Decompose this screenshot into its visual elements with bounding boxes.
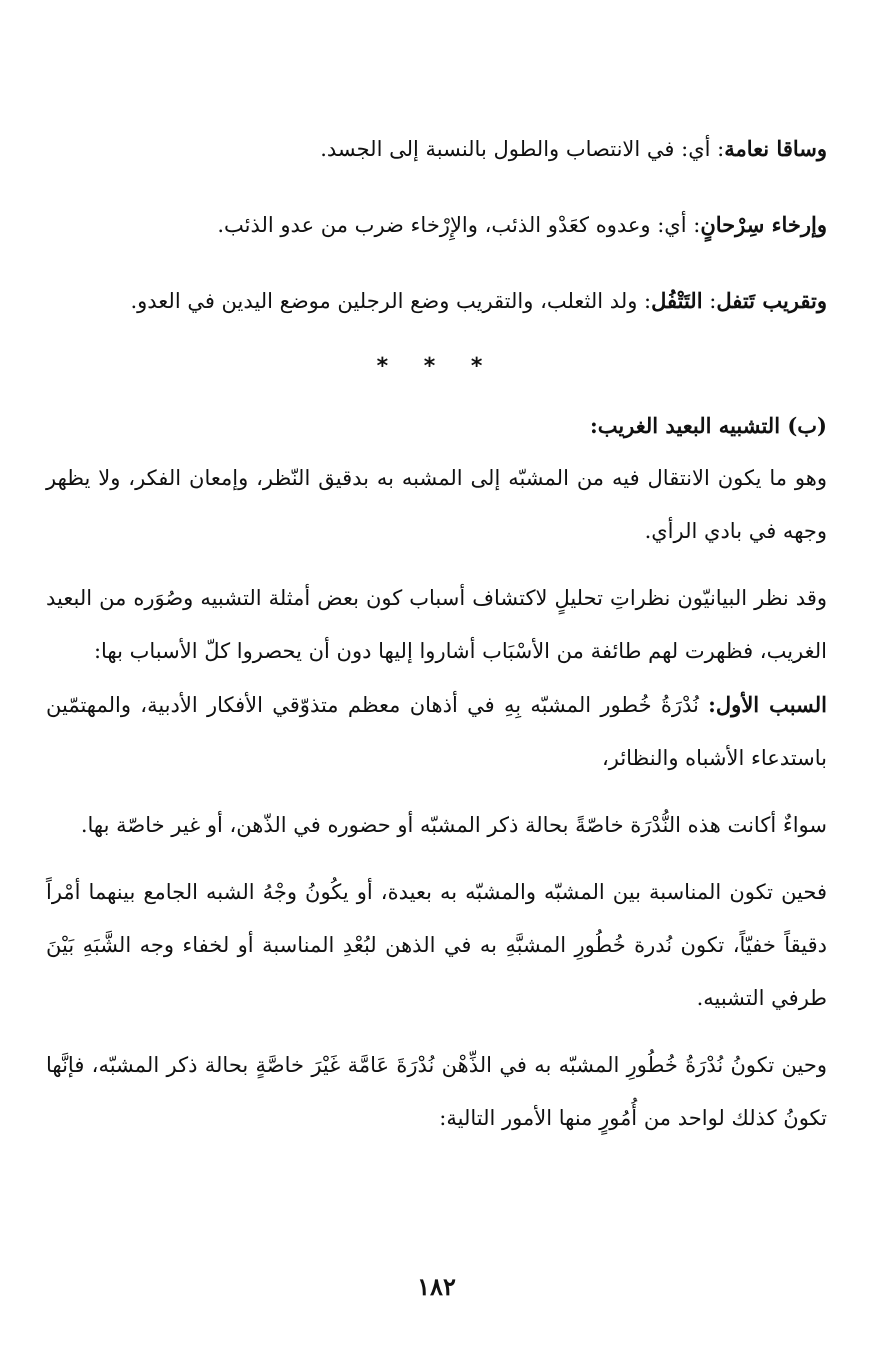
paragraph: وهو ما يكون الانتقال فيه من المشبّه إلى المشبه به بدقيق النّظر، وإمعان الفكر، ولا يظهر وجهه في بادي الرأي.: [46, 466, 827, 543]
gloss-text: : ولد الثعلب، والتقريب وضع الرجلين موضع اليدين في العدو.: [130, 289, 652, 313]
cause-text: نُدْرَةُ خُطور المشبّه بِهِ في أذهان معظم متذوّقي الأفكار الأدبية، والمهتمّين باستدعاء الأشباه والنظائر،: [46, 693, 827, 770]
gloss-term: وساقا نعامة: [724, 136, 827, 161]
cause-label: السبب الأول:: [708, 692, 827, 717]
section-heading: (ب) التشبيه البعيد الغريب:: [589, 413, 827, 438]
paragraph: فحين تكون المناسبة بين المشبّه والمشبّه به بعيدة، أو يكُونُ وجْهُ الشبه الجامع بينهما أمْراً دقيقاً خفيّاً، تكون نُدرة خُطُورِ المشبَّهِ به في الذهن لبُعْدِ المناسبة أو لخفاء وجه الشَّبَهِ بَيْنَ طرفي التشبيه.: [46, 880, 827, 1010]
gloss-term: وتقريب تَتفل: [716, 288, 827, 313]
paragraph: وقد نظر البيانيّون نظراتِ تحليلٍ لاكتشاف أسباب كون بعض أمثلة التشبيه وصُوَره من البعيد الغريب، فظهرت لهم طائفة من الأسْبَاب أشاروا إليها دون أن يحصروا كلّ الأسباب بها:: [46, 586, 827, 663]
gloss-entry: [46, 122, 827, 176]
paragraph: وحين تكونُ نُدْرَةُ خُطُورِ المشبّه به في الذِّهْن نُدْرَةَ عَامَّة غَيْرَ خاصَّةٍ بحالة ذكر المشبّه، فإنَّها تكونُ كذلك لواحد من أُمُورٍ منها الأمور التالية:: [46, 1053, 827, 1130]
section-separator: * * *: [376, 354, 497, 379]
paragraph: سواءٌ أكانت هذه النُّدْرَة خاصّةً بحالة ذكر المشبّه أو حضوره في الذّهن، أو غير خاصّة بها.: [80, 813, 827, 837]
page-number: ١٨٢: [417, 1272, 456, 1301]
gloss-text: : أي: وعدوه كعَدْو الذئب، والإِرْخاء ضرب من عدو الذئب.: [217, 213, 701, 237]
gloss-entry: [46, 198, 827, 252]
gloss-term: وإرخاء سِرْحانٍ: [700, 212, 827, 237]
gloss-subterm: التَتْفُل: [651, 288, 703, 313]
gloss-text: : أي: في الانتصاب والطول بالنسبة إلى الجسد.: [320, 137, 725, 161]
paragraph: [46, 678, 827, 785]
gloss-entry: [46, 274, 827, 328]
gloss-separator: :: [702, 289, 717, 313]
page-body: [46, 122, 827, 1145]
